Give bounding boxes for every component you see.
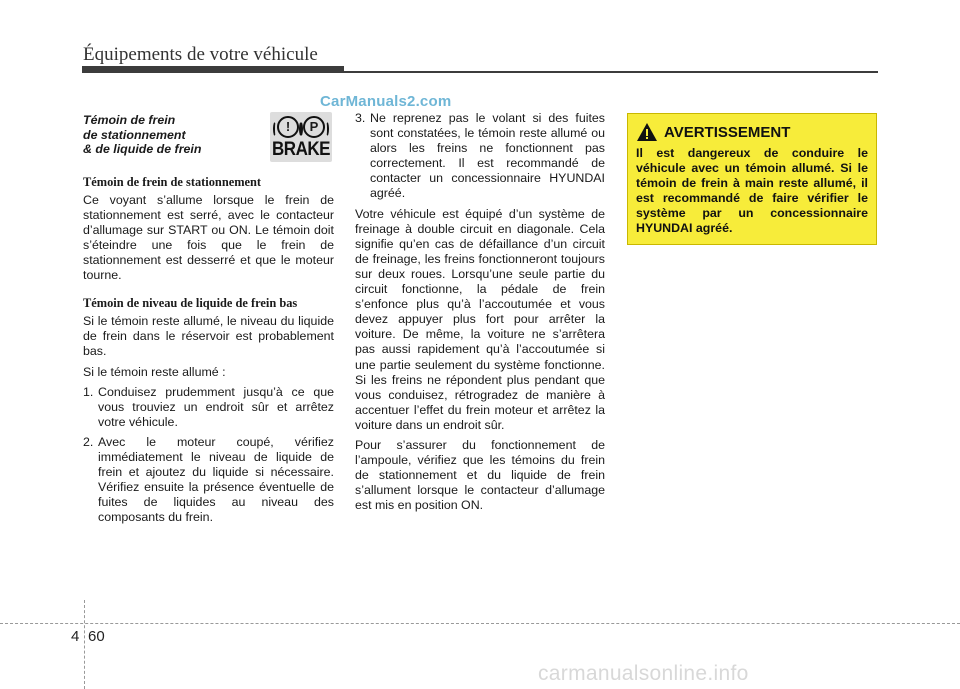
section-heading	[83, 113, 233, 157]
parking-circle-icon: P	[303, 116, 325, 138]
paragraph-parking-brake: Ce voyant s’allume lorsque le frein de stationnement est serré, avec le contacteur d’allumage sur START ou ON. Le témoin doit s’éteindre une fois que le frein de stationnement est desserré et que le moteur tourne.	[83, 192, 334, 283]
header-rule-thin	[82, 71, 878, 73]
list-item-text: Ne reprenez pas le volant si des fuites sont constatées, le témoin reste allumé ou alors les freins ne fonctionnent pas correctement. Il est recommandé de contacter un concessionnaire HYUNDAI agréé.	[370, 111, 605, 201]
brake-warning-icon	[270, 112, 332, 162]
paragraph-bulb-check: Pour s’assurer du fonctionnement de l’ampoule, vérifiez que les témoins du frein de stationnement et du liquide de frein s’allument lorsque le contacteur d’allumage est mis en position ON.	[355, 437, 605, 513]
footer-divider	[0, 623, 960, 624]
brake-icon-circles	[276, 116, 326, 138]
paragraph-dual-circuit: Votre véhicule est équipé d’un système de freinage à double circuit en diagonale. Cela signifie qu’en cas de défaillance d’un circuit de freinage, les freins fonctionneront toujours sur deux roues. Lorsqu’une seule partie du circuit fonctionne, la pédale de frein s’enfonce plus qu’à l’accoutumée et vous devez appuyer plus fort pour arrêter la voiture. De même, la voiture ne s’arrêtera pas aussi rapidement qu’à l’accoutumée si une partie seulement du système fonctionne. Si les freins ne répondent plus pendant que vous conduisez, rétrogradez de manière à accentuer l’effet du frein moteur et arrêtez la voiture dans un endroit sûr.	[355, 206, 605, 432]
brake-icon-label: BRAKE	[272, 137, 330, 160]
list-item	[83, 435, 334, 526]
page-number: 60	[88, 628, 105, 645]
warning-body: Il est dangereux de conduire le véhicule avec un témoin allumé. Si le témoin de frein à main reste allumé, il est recommandé de faire vérifier le système par un concessionnaire HYUNDAI agréé.	[636, 146, 868, 236]
sub-heading-parking-brake: Témoin de frein de stationnement	[83, 174, 262, 189]
section-heading-line: & de liquide de frein	[83, 142, 202, 156]
column-left	[83, 113, 334, 525]
list-item	[83, 385, 334, 430]
warning-triangle-icon	[636, 122, 658, 142]
watermark-bottom[interactable]: carmanualsonline.info	[538, 662, 749, 685]
section-heading-line: de stationnement	[83, 127, 186, 142]
sub-heading-low-fluid: Témoin de niveau de liquide de frein bas	[83, 296, 298, 311]
chapter-number: 4	[71, 628, 80, 645]
footer-vertical-divider	[84, 600, 85, 689]
warning-title: AVERTISSEMENT	[664, 123, 791, 141]
warning-header	[636, 122, 868, 142]
list-item-number: 1.	[83, 384, 94, 399]
warning-box	[627, 113, 877, 245]
list-item	[355, 111, 605, 202]
paragraph-low-fluid: Si le témoin reste allumé, le niveau du liquide de frein dans le réservoir est probablement bas.	[83, 314, 334, 359]
section-heading-line: Témoin de frein	[83, 113, 176, 127]
list-item-number: 2.	[83, 434, 94, 449]
list-item-number: 3.	[355, 111, 366, 125]
list-item-text: Conduisez prudemment jusqu’à ce que vous trouviez un endroit sûr et arrêtez votre véhicule.	[98, 384, 334, 429]
column-middle	[355, 111, 605, 513]
page-header-title: Équipements de votre véhicule	[83, 44, 318, 65]
exclamation-circle-icon: !	[277, 116, 299, 138]
paragraph-if-lit: Si le témoin reste allumé :	[83, 364, 226, 379]
watermark-top[interactable]: CarManuals2.com	[320, 93, 452, 110]
list-item-text: Avec le moteur coupé, vérifiez immédiatement le niveau de liquide de frein et ajoutez du liquide si nécessaire. Vérifiez ensuite la présence éventuelle de fuites de liquides au niveau des composants du frein.	[98, 434, 334, 525]
